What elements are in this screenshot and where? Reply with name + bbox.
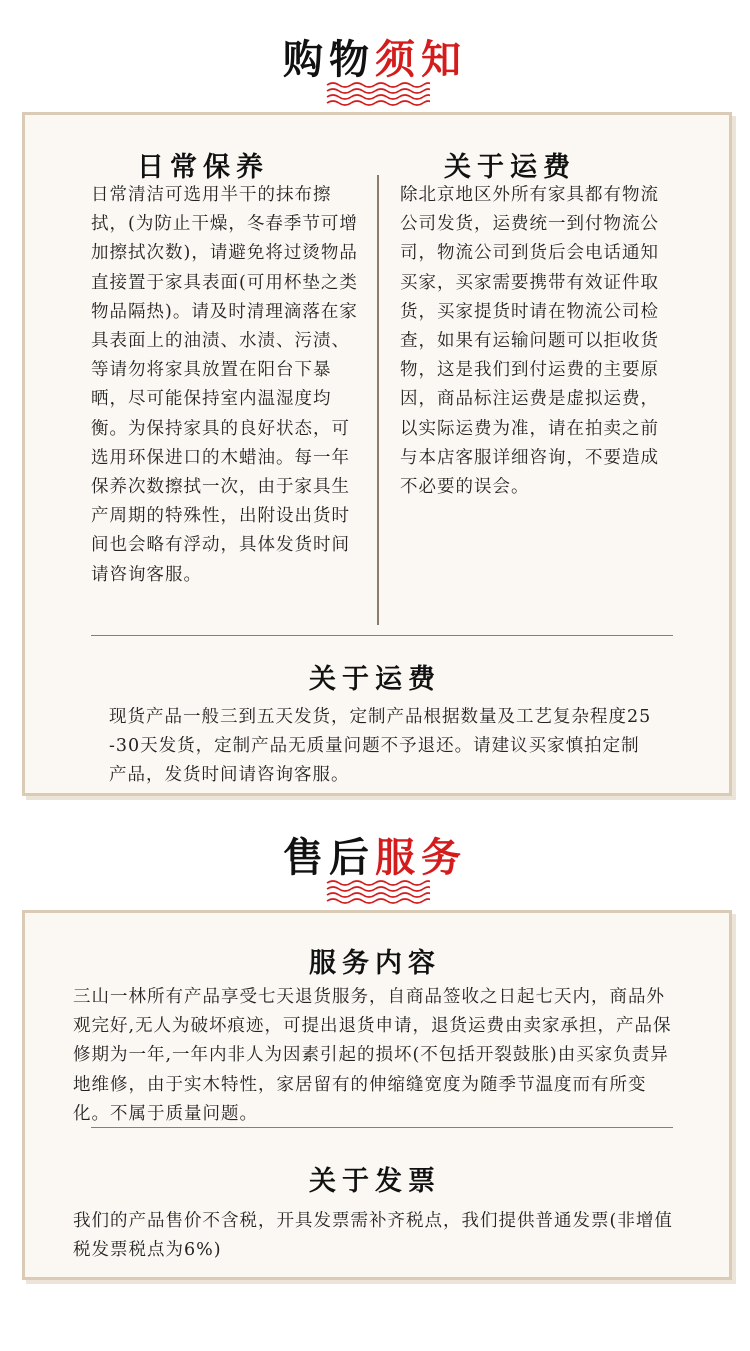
column-divider <box>377 175 379 625</box>
shipping-fee-heading: 关于运费 <box>444 152 576 183</box>
row-divider <box>91 1127 673 1128</box>
delivery-text: 现货产品一般三到五天发货，定制产品根据数量及工艺复杂程度25-30天发货，定制产品无质量问题不予退还。请建议买家慎拍定制产品，发货时间请咨询客服。 <box>109 707 652 786</box>
after-sales-panel <box>22 910 732 1280</box>
after-sales-title <box>0 826 750 883</box>
daily-care-text: 日常清洁可选用半干的抹布擦拭，(为防止干燥，冬春季节可增加擦拭次数)，请避免将过烫物品直接置于家具表面(可用杯垫之类物品隔热)。请及时清理滴落在家具表面上的油渍、水渍、污渍、等请勿将家具放置在阳台下暴晒，尽可能保持室内温湿度均衡。为保持家具的良好状态，可选用环保进口的木蜡油。每一年保养次数擦拭一次，由于家具生产周期的特殊性，出附设出货时间也会略有浮动，具体发货时间请咨询客服。 <box>91 185 358 585</box>
shipping-fee-text: 除北京地区外所有家具都有物流公司发货，运费统一到付物流公司，物流公司到货后会电话通知买家，买家需要携带有效证件取货，买家提货时请在物流公司检查，如果有运输问题可以拒收货物，这是我们到付运费的主要原因，商品标注运费是虚拟运费，以实际运费为准，请在拍卖之前与本店客服详细咨询，不要造成不必要的误会。 <box>400 185 659 498</box>
notice-panel <box>22 112 732 796</box>
notice-title <box>0 28 750 85</box>
delivery-heading: 关于运费 <box>309 664 441 695</box>
daily-care-heading: 日常保养 <box>137 152 269 183</box>
service-text: 三山一林所有产品享受七天退货服务，自商品签收之日起七天内，商品外观完好,无人为破坏痕迹，可提出退货申请，退货运费由卖家承担，产品保修期为一年,一年内非人为因素引起的损坏(不包括开裂鼓胀)由买家负责异地维修，由于实木特性，家居留有的伸缩缝宽度为随季节温度而有所变化。不属于质量问题。 <box>73 987 672 1124</box>
notice-title-black: 购物 <box>283 36 375 83</box>
invoice-heading: 关于发票 <box>309 1166 441 1197</box>
after-sales-title-black: 售后 <box>283 834 375 881</box>
notice-title-red: 须知 <box>375 36 467 83</box>
invoice-text: 我们的产品售价不含税，开具发票需补齐税点，我们提供普通发票(非增值税发票税点为6%) <box>73 1211 673 1261</box>
wave-ornament-icon <box>325 80 430 106</box>
after-sales-title-red: 服务 <box>375 834 467 881</box>
service-heading: 服务内容 <box>309 948 441 979</box>
wave-ornament-icon <box>325 878 430 904</box>
row-divider <box>91 635 673 636</box>
